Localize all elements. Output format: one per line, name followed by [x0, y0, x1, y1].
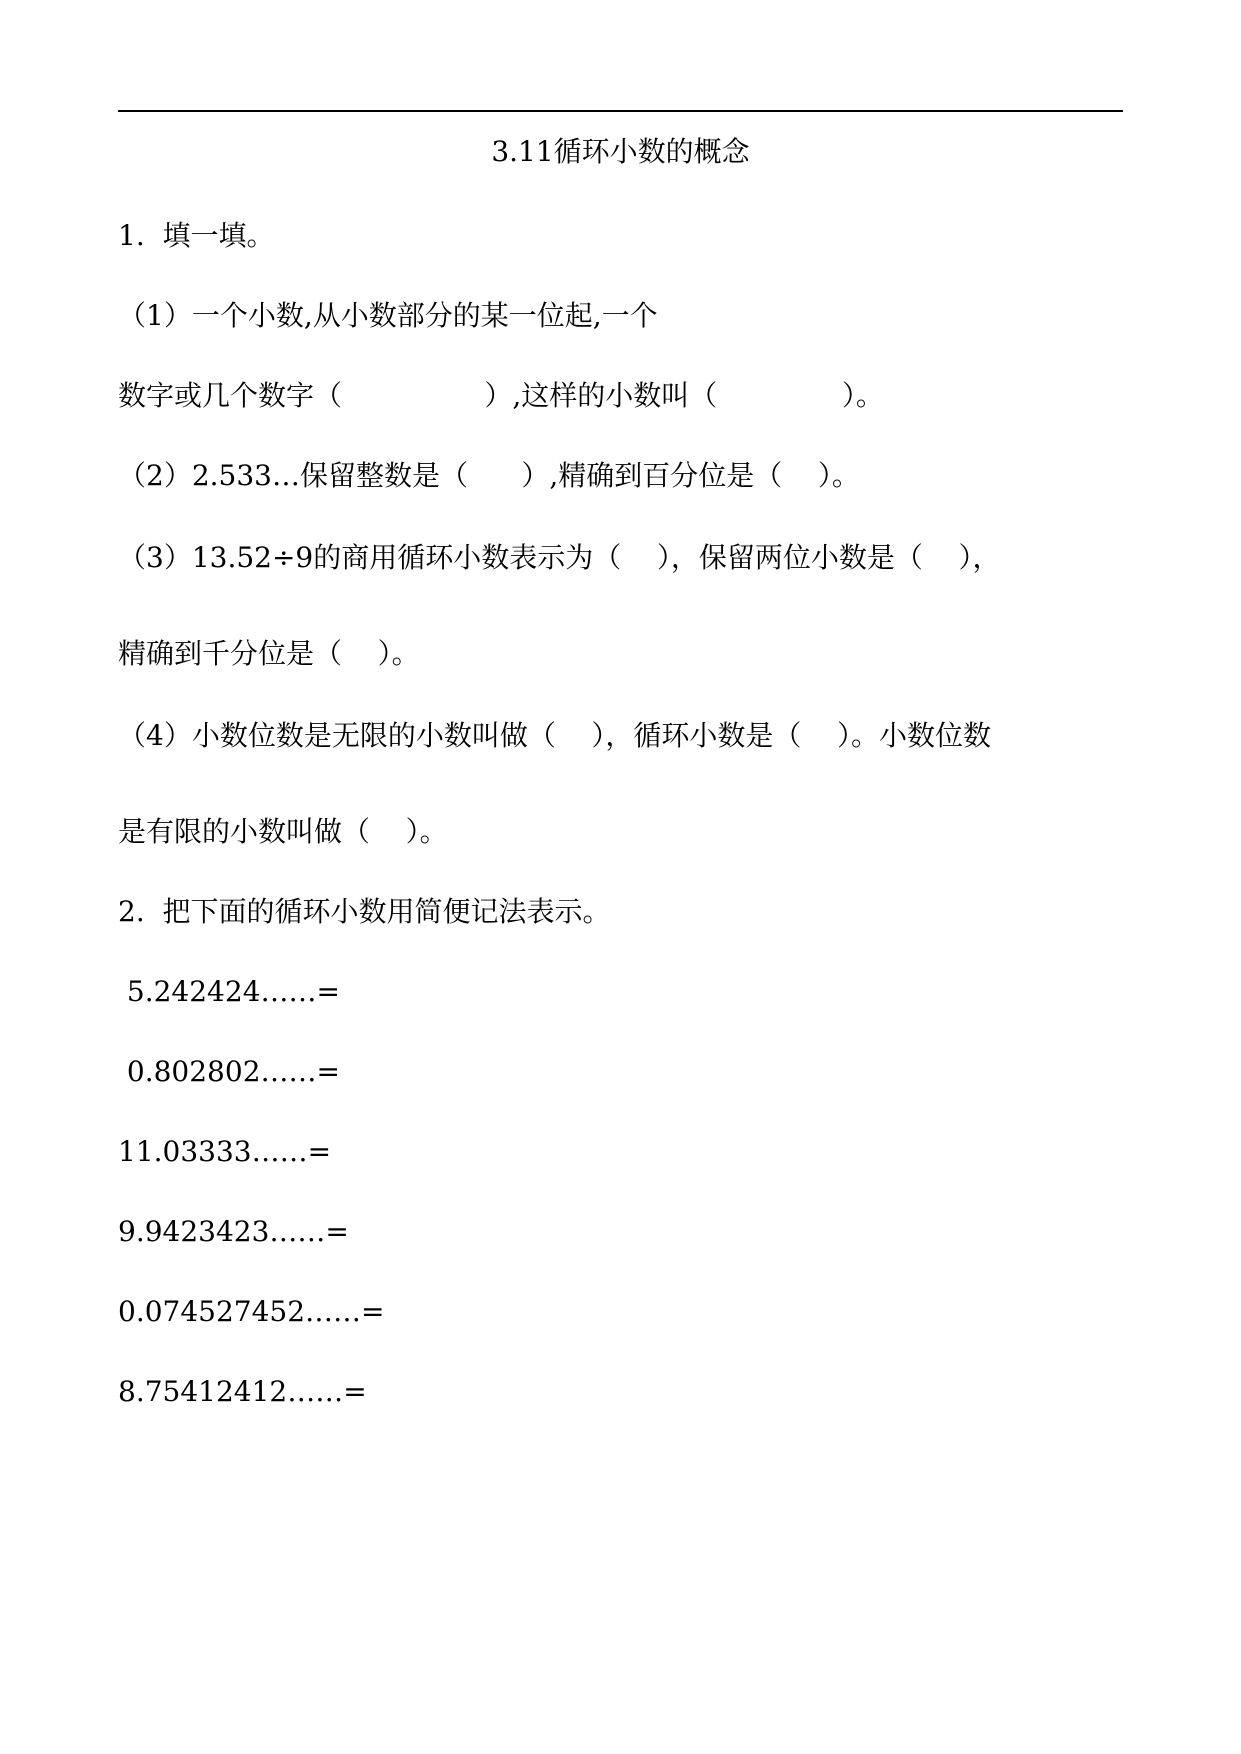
page-title: 3.11循环小数的概念 — [491, 135, 750, 168]
decimal-item-2: 0.802802……= — [118, 1055, 340, 1088]
question1-line2: 数字或几个数字（ ）,这样的小数叫（ ）。 — [118, 379, 884, 412]
question3-line2: 精确到千分位是（ ）。 — [118, 637, 420, 670]
decimal-item-6: 8.75412412……= — [118, 1375, 367, 1408]
question1-line1: （1）一个小数,从小数部分的某一位起,一个 — [118, 299, 658, 332]
decimal-item-1: 5.242424……= — [118, 975, 340, 1008]
decimal-item-3: 11.03333……= — [118, 1135, 332, 1168]
header-rule — [118, 110, 1123, 112]
question4-line1: （4）小数位数是无限的小数叫做（ ），循环小数是（ ）。小数位数 — [118, 719, 992, 752]
question4-line2: 是有限的小数叫做（ ）。 — [118, 815, 448, 848]
section1-heading: 1. 填一填。 — [118, 219, 275, 252]
decimal-item-4: 9.9423423……= — [118, 1215, 349, 1248]
question2: （2）2.533…保留整数是（ ）,精确到百分位是（ ）。 — [118, 459, 860, 492]
section2-heading: 2. 把下面的循环小数用简便记法表示。 — [118, 895, 611, 928]
question3-line1: （3）13.52÷9的商用循环小数表示为（ ），保留两位小数是（ ）， — [118, 541, 1001, 574]
decimal-item-5: 0.074527452……= — [118, 1295, 385, 1328]
